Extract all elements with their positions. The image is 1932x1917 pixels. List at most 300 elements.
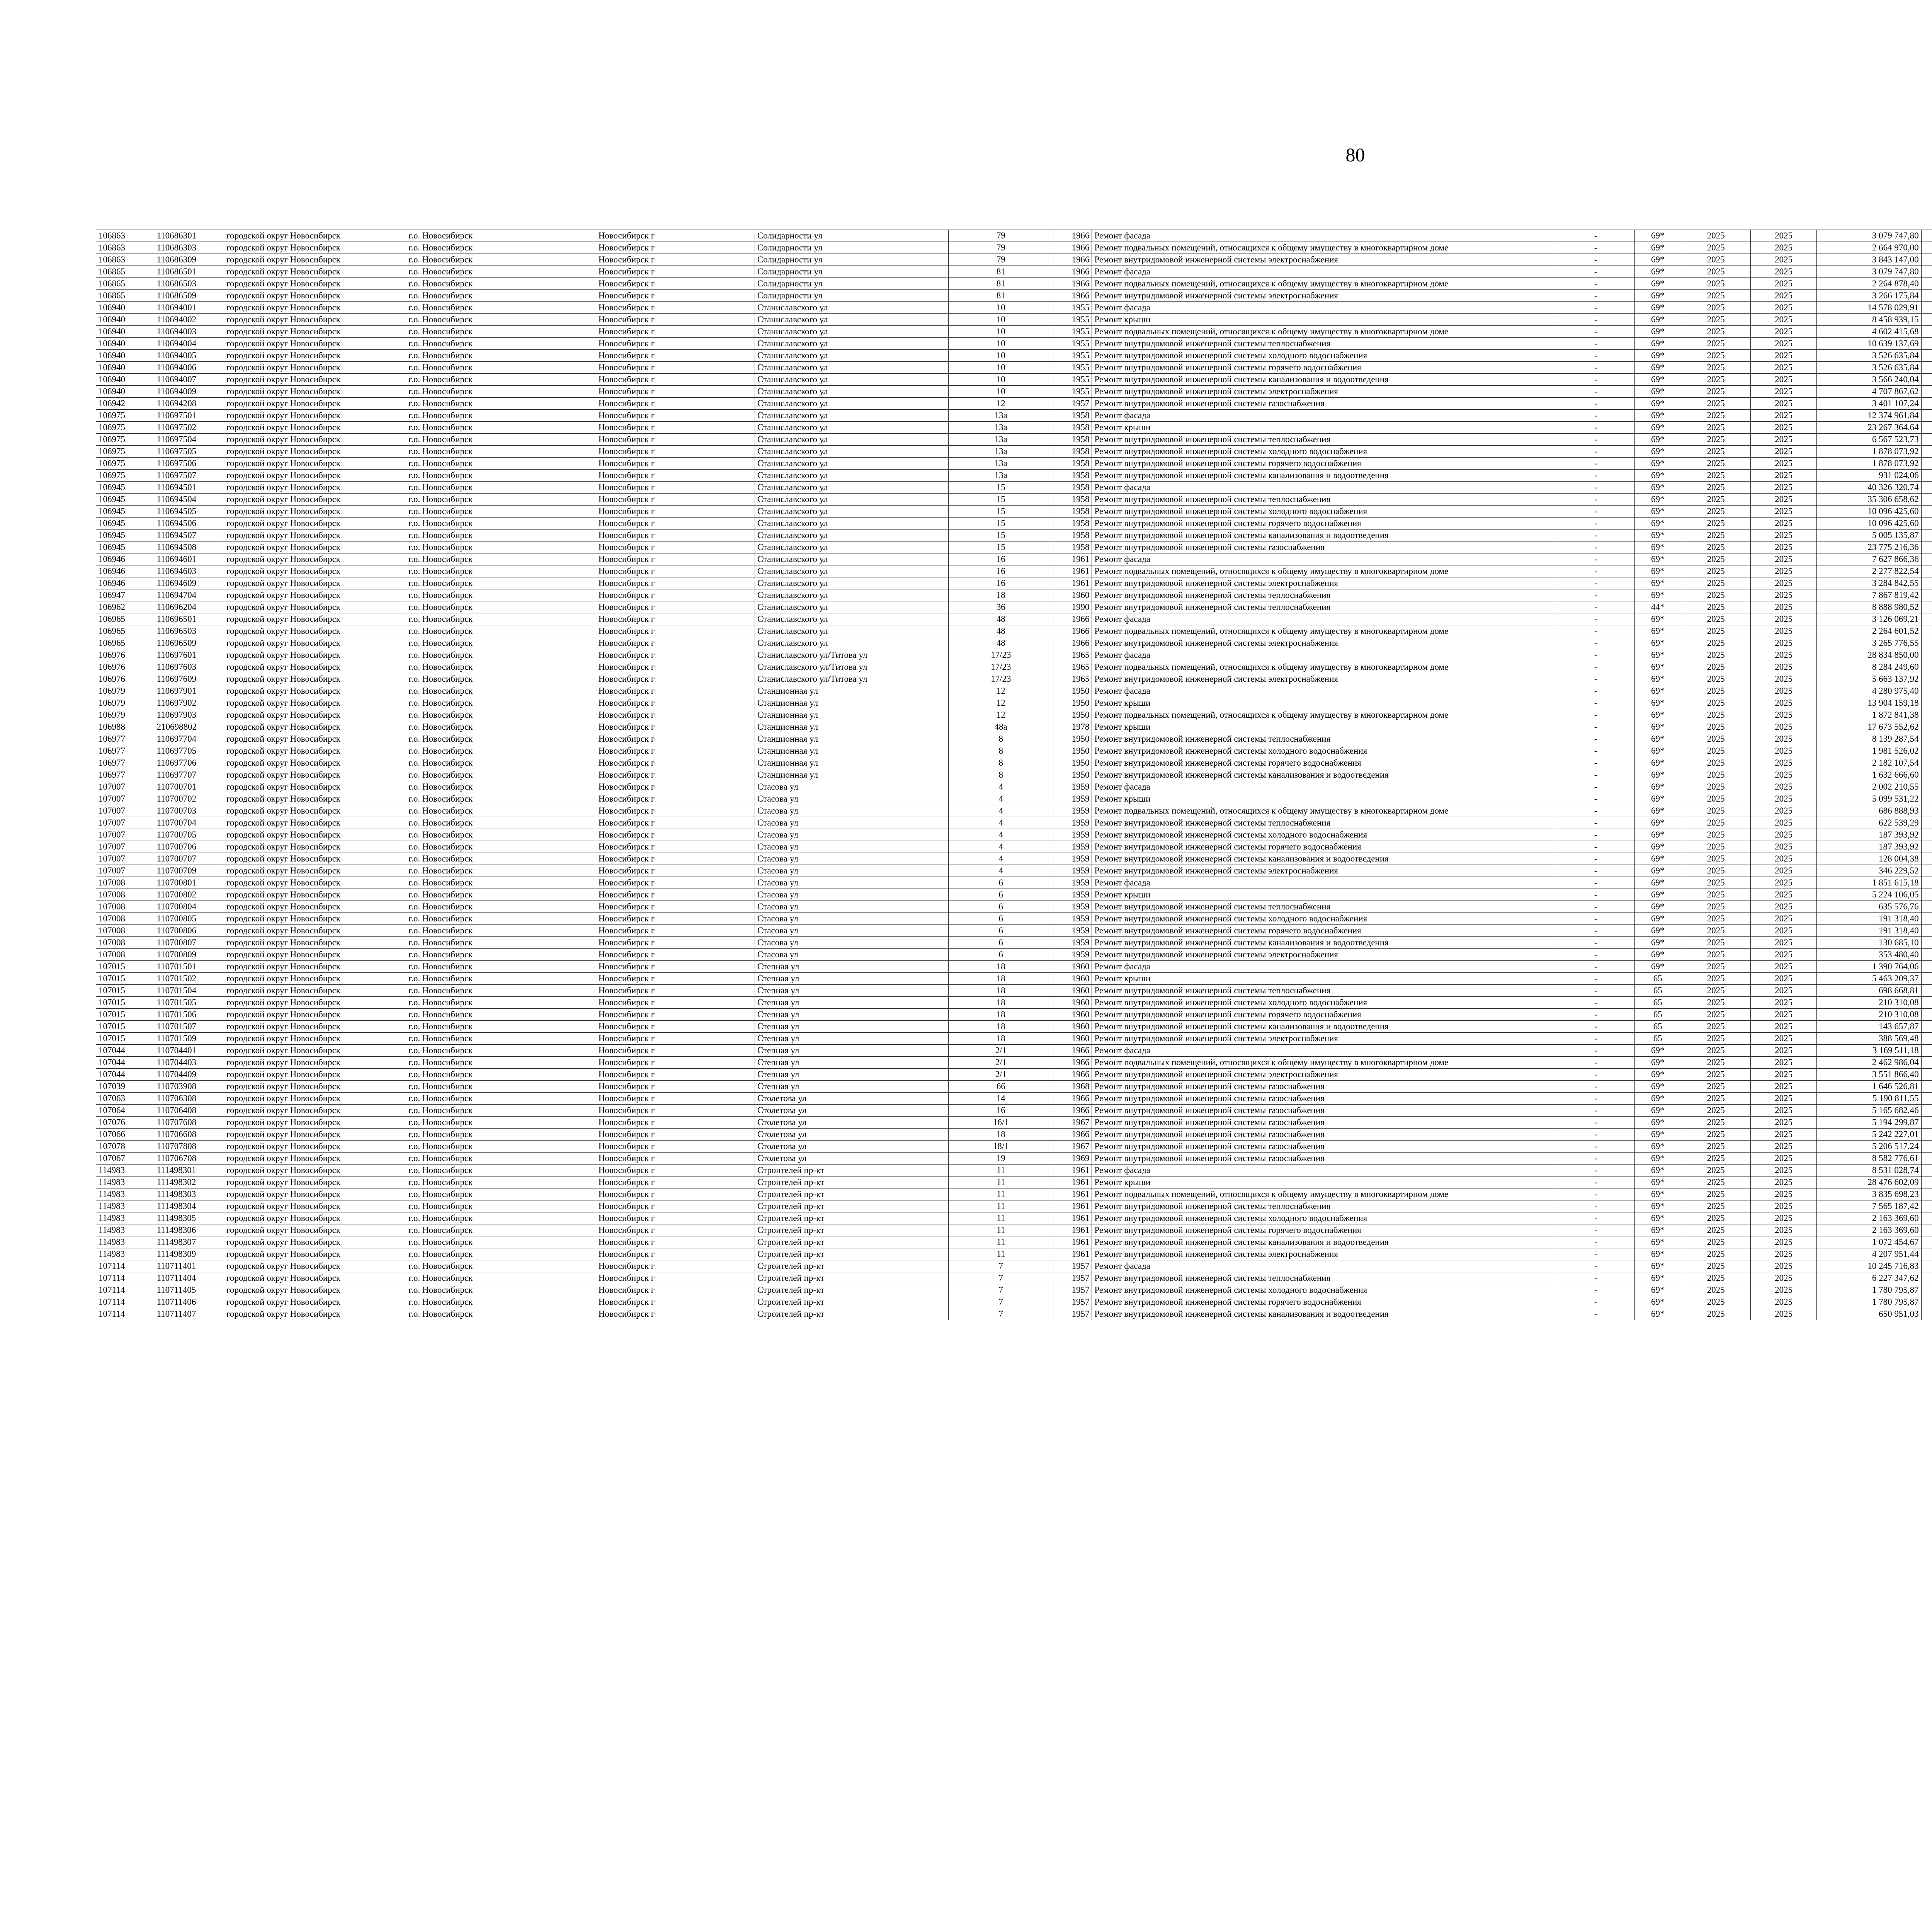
cell-plan-year-end: 2025 (1751, 553, 1816, 565)
cell-municipal-unit: г.о. Новосибирск (406, 841, 596, 853)
cell-item-code: 110700805 (154, 913, 224, 925)
cell-work-type: Ремонт внутридомовой инженерной системы горячего водоснабжения (1092, 1296, 1557, 1308)
cell-plan-year-start: 2025 (1681, 757, 1751, 769)
table-row (96, 1188, 1932, 1200)
cell-plan-year-end: 2025 (1751, 1284, 1816, 1296)
cell-total-cost: 3 079 747,80 (1816, 266, 1921, 278)
cell-plan-year-end: 2025 (1751, 697, 1816, 709)
cell-wear-percent: 69* (1634, 541, 1681, 553)
cell-municipal-unit: г.о. Новосибирск (406, 685, 596, 697)
cell-street: Степная ул (755, 973, 948, 985)
table-row (96, 841, 1932, 853)
cell-house-id: 107015 (96, 1021, 154, 1033)
cell-work-type: Ремонт фасада (1092, 482, 1557, 494)
cell-house-id: 106865 (96, 290, 154, 302)
cell-fund-cost (1921, 649, 1932, 661)
table-row (96, 326, 1932, 338)
cell-work-note: - (1557, 781, 1634, 793)
cell-locality: Новосибирск г (596, 1141, 755, 1153)
table-row (96, 889, 1932, 901)
cell-district: городской округ Новосибирск (224, 302, 406, 314)
cell-house-number: 7 (949, 1308, 1053, 1320)
cell-total-cost: 8 582 776,61 (1816, 1153, 1921, 1165)
cell-total-cost: 346 229,52 (1816, 865, 1921, 877)
cell-item-code: 110704401 (154, 1045, 224, 1057)
cell-locality: Новосибирск г (596, 422, 755, 434)
cell-build-year: 1960 (1053, 1033, 1092, 1045)
cell-district: городской округ Новосибирск (224, 553, 406, 565)
cell-street: Станиславского ул (755, 410, 948, 422)
cell-street: Столетова ул (755, 1153, 948, 1165)
cell-item-code: 111498301 (154, 1165, 224, 1176)
cell-build-year: 1955 (1053, 374, 1092, 386)
cell-total-cost: 40 326 320,74 (1816, 482, 1921, 494)
cell-municipal-unit: г.о. Новосибирск (406, 985, 596, 997)
cell-plan-year-end: 2025 (1751, 625, 1816, 637)
cell-locality: Новосибирск г (596, 362, 755, 374)
cell-item-code: 110704409 (154, 1069, 224, 1081)
table-row (96, 565, 1932, 577)
cell-wear-percent: 44* (1634, 601, 1681, 613)
cell-item-code: 111498304 (154, 1200, 224, 1212)
cell-fund-cost (1921, 374, 1932, 386)
table-row (96, 1069, 1932, 1081)
cell-work-note: - (1557, 805, 1634, 817)
cell-locality: Новосибирск г (596, 901, 755, 913)
cell-total-cost: 3 835 698,23 (1816, 1188, 1921, 1200)
cell-municipal-unit: г.о. Новосибирск (406, 422, 596, 434)
cell-build-year: 1959 (1053, 793, 1092, 805)
cell-work-type: Ремонт фасада (1092, 961, 1557, 973)
cell-work-note: - (1557, 529, 1634, 541)
cell-plan-year-end: 2025 (1751, 1188, 1816, 1200)
cell-fund-cost (1921, 278, 1932, 290)
cell-plan-year-start: 2025 (1681, 937, 1751, 949)
cell-build-year: 1958 (1053, 434, 1092, 446)
cell-build-year: 1959 (1053, 913, 1092, 925)
cell-work-type: Ремонт фасада (1092, 685, 1557, 697)
cell-locality: Новосибирск г (596, 1260, 755, 1272)
cell-locality: Новосибирск г (596, 518, 755, 529)
cell-build-year: 1958 (1053, 494, 1092, 506)
cell-house-number: 12 (949, 685, 1053, 697)
cell-wear-percent: 65 (1634, 973, 1681, 985)
cell-total-cost: 2 163 369,60 (1816, 1212, 1921, 1224)
cell-street: Строителей пр-кт (755, 1200, 948, 1212)
cell-locality: Новосибирск г (596, 1296, 755, 1308)
cell-district: городской округ Новосибирск (224, 1260, 406, 1272)
table-row (96, 470, 1932, 482)
cell-work-type: Ремонт внутридомовой инженерной системы канализования и водоотведения (1092, 769, 1557, 781)
cell-fund-cost (1921, 685, 1932, 697)
cell-fund-cost (1921, 913, 1932, 925)
cell-wear-percent: 69* (1634, 254, 1681, 266)
cell-plan-year-start: 2025 (1681, 230, 1751, 242)
cell-plan-year-start: 2025 (1681, 1236, 1751, 1248)
cell-build-year: 1966 (1053, 613, 1092, 625)
cell-fund-cost (1921, 973, 1932, 985)
cell-district: городской округ Новосибирск (224, 817, 406, 829)
cell-municipal-unit: г.о. Новосибирск (406, 290, 596, 302)
cell-locality: Новосибирск г (596, 529, 755, 541)
cell-plan-year-start: 2025 (1681, 649, 1751, 661)
table-row (96, 374, 1932, 386)
cell-item-code: 110694208 (154, 398, 224, 410)
cell-house-id: 107007 (96, 829, 154, 841)
cell-plan-year-end: 2025 (1751, 673, 1816, 685)
cell-total-cost: 5 463 209,37 (1816, 973, 1921, 985)
cell-plan-year-end: 2025 (1751, 781, 1816, 793)
cell-plan-year-start: 2025 (1681, 254, 1751, 266)
cell-plan-year-start: 2025 (1681, 506, 1751, 518)
cell-wear-percent: 69* (1634, 949, 1681, 961)
cell-work-type: Ремонт фасада (1092, 613, 1557, 625)
cell-locality: Новосибирск г (596, 326, 755, 338)
cell-locality: Новосибирск г (596, 350, 755, 362)
cell-work-note: - (1557, 889, 1634, 901)
cell-district: городской округ Новосибирск (224, 589, 406, 601)
table-row (96, 937, 1932, 949)
cell-item-code: 110701504 (154, 985, 224, 997)
table-row (96, 398, 1932, 410)
cell-total-cost: 698 668,81 (1816, 985, 1921, 997)
cell-plan-year-end: 2025 (1751, 230, 1816, 242)
cell-street: Станиславского ул (755, 601, 948, 613)
cell-work-type: Ремонт внутридомовой инженерной системы канализования и водоотведения (1092, 1021, 1557, 1033)
cell-plan-year-start: 2025 (1681, 1117, 1751, 1129)
cell-fund-cost (1921, 326, 1932, 338)
cell-locality: Новосибирск г (596, 769, 755, 781)
cell-house-number: 11 (949, 1212, 1053, 1224)
cell-locality: Новосибирск г (596, 446, 755, 458)
cell-work-note: - (1557, 1296, 1634, 1308)
cell-wear-percent: 69* (1634, 661, 1681, 673)
cell-work-note: - (1557, 757, 1634, 769)
cell-plan-year-end: 2025 (1751, 1236, 1816, 1248)
cell-house-number: 15 (949, 482, 1053, 494)
cell-street: Строителей пр-кт (755, 1236, 948, 1248)
cell-fund-cost (1921, 1236, 1932, 1248)
cell-build-year: 1955 (1053, 338, 1092, 350)
cell-plan-year-end: 2025 (1751, 817, 1816, 829)
cell-work-type: Ремонт подвальных помещений, относящихся к общему имуществу в многоквартирном доме (1092, 565, 1557, 577)
cell-item-code: 110711404 (154, 1272, 224, 1284)
cell-wear-percent: 69* (1634, 338, 1681, 350)
cell-fund-cost (1921, 661, 1932, 673)
cell-item-code: 110703908 (154, 1081, 224, 1093)
cell-total-cost: 3 266 175,84 (1816, 290, 1921, 302)
table-row (96, 242, 1932, 254)
cell-item-code: 210698802 (154, 721, 224, 733)
table-row (96, 434, 1932, 446)
cell-item-code: 111498309 (154, 1248, 224, 1260)
cell-locality: Новосибирск г (596, 733, 755, 745)
cell-municipal-unit: г.о. Новосибирск (406, 721, 596, 733)
cell-build-year: 1961 (1053, 1176, 1092, 1188)
cell-district: городской округ Новосибирск (224, 1165, 406, 1176)
cell-house-number: 10 (949, 362, 1053, 374)
cell-plan-year-start: 2025 (1681, 949, 1751, 961)
cell-plan-year-end: 2025 (1751, 997, 1816, 1009)
cell-district: городской округ Новосибирск (224, 565, 406, 577)
cell-house-number: 6 (949, 913, 1053, 925)
cell-district: городской округ Новосибирск (224, 925, 406, 937)
cell-total-cost: 1 646 526,81 (1816, 1081, 1921, 1093)
cell-municipal-unit: г.о. Новосибирск (406, 601, 596, 613)
cell-wear-percent: 69* (1634, 757, 1681, 769)
cell-municipal-unit: г.о. Новосибирск (406, 1033, 596, 1045)
cell-locality: Новосибирск г (596, 458, 755, 470)
cell-house-number: 10 (949, 338, 1053, 350)
cell-work-type: Ремонт крыши (1092, 721, 1557, 733)
cell-street: Стасова ул (755, 937, 948, 949)
cell-house-number: 13а (949, 458, 1053, 470)
cell-plan-year-start: 2025 (1681, 242, 1751, 254)
cell-house-id: 106988 (96, 721, 154, 733)
cell-municipal-unit: г.о. Новосибирск (406, 1141, 596, 1153)
cell-item-code: 110701501 (154, 961, 224, 973)
cell-plan-year-end: 2025 (1751, 733, 1816, 745)
table-row (96, 745, 1932, 757)
cell-locality: Новосибирск г (596, 374, 755, 386)
cell-work-note: - (1557, 326, 1634, 338)
cell-street: Станиславского ул (755, 374, 948, 386)
cell-municipal-unit: г.о. Новосибирск (406, 1224, 596, 1236)
cell-item-code: 110700806 (154, 925, 224, 937)
cell-wear-percent: 69* (1634, 1200, 1681, 1212)
cell-municipal-unit: г.о. Новосибирск (406, 1176, 596, 1188)
cell-plan-year-end: 2025 (1751, 589, 1816, 601)
cell-total-cost: 8 531 028,74 (1816, 1165, 1921, 1176)
cell-wear-percent: 69* (1634, 230, 1681, 242)
cell-house-id: 107008 (96, 901, 154, 913)
cell-total-cost: 7 565 187,42 (1816, 1200, 1921, 1212)
cell-total-cost: 3 401 107,24 (1816, 398, 1921, 410)
cell-build-year: 1966 (1053, 1105, 1092, 1117)
cell-municipal-unit: г.о. Новосибирск (406, 266, 596, 278)
cell-item-code: 110686503 (154, 278, 224, 290)
cell-item-code: 110694007 (154, 374, 224, 386)
cell-total-cost: 2 264 601,52 (1816, 625, 1921, 637)
cell-work-type: Ремонт подвальных помещений, относящихся к общему имуществу в многоквартирном доме (1092, 805, 1557, 817)
cell-house-id: 106863 (96, 242, 154, 254)
cell-municipal-unit: г.о. Новосибирск (406, 1284, 596, 1296)
cell-build-year: 1966 (1053, 1129, 1092, 1141)
cell-total-cost: 1 780 795,87 (1816, 1296, 1921, 1308)
cell-total-cost: 6 567 523,73 (1816, 434, 1921, 446)
cell-wear-percent: 69* (1634, 913, 1681, 925)
cell-plan-year-start: 2025 (1681, 913, 1751, 925)
cell-build-year: 1961 (1053, 1236, 1092, 1248)
cell-plan-year-end: 2025 (1751, 925, 1816, 937)
cell-locality: Новосибирск г (596, 805, 755, 817)
cell-district: городской округ Новосибирск (224, 1105, 406, 1117)
cell-house-number: 4 (949, 805, 1053, 817)
cell-locality: Новосибирск г (596, 865, 755, 877)
cell-house-number: 18 (949, 961, 1053, 973)
cell-plan-year-start: 2025 (1681, 733, 1751, 745)
cell-street: Степная ул (755, 961, 948, 973)
cell-house-number: 18/1 (949, 1141, 1053, 1153)
cell-total-cost: 3 526 635,84 (1816, 350, 1921, 362)
cell-item-code: 110697603 (154, 661, 224, 673)
cell-plan-year-start: 2025 (1681, 577, 1751, 589)
cell-item-code: 110697705 (154, 745, 224, 757)
cell-item-code: 110700809 (154, 949, 224, 961)
cell-plan-year-start: 2025 (1681, 709, 1751, 721)
cell-total-cost: 8 284 249,60 (1816, 661, 1921, 673)
cell-locality: Новосибирск г (596, 565, 755, 577)
cell-total-cost: 3 265 776,55 (1816, 637, 1921, 649)
cell-fund-cost (1921, 613, 1932, 625)
cell-locality: Новосибирск г (596, 1093, 755, 1105)
cell-street: Строителей пр-кт (755, 1248, 948, 1260)
cell-plan-year-end: 2025 (1751, 1224, 1816, 1236)
cell-house-number: 10 (949, 314, 1053, 326)
cell-plan-year-start: 2025 (1681, 302, 1751, 314)
cell-build-year: 1959 (1053, 901, 1092, 913)
cell-street: Стасова ул (755, 877, 948, 889)
cell-house-number: 2/1 (949, 1057, 1053, 1069)
cell-wear-percent: 69* (1634, 1224, 1681, 1236)
cell-item-code: 110700701 (154, 781, 224, 793)
cell-plan-year-end: 2025 (1751, 793, 1816, 805)
cell-work-note: - (1557, 877, 1634, 889)
cell-work-note: - (1557, 745, 1634, 757)
cell-work-note: - (1557, 1188, 1634, 1200)
cell-fund-cost (1921, 757, 1932, 769)
cell-house-id: 106965 (96, 637, 154, 649)
cell-plan-year-start: 2025 (1681, 1009, 1751, 1021)
cell-locality: Новосибирск г (596, 709, 755, 721)
cell-street: Степная ул (755, 997, 948, 1009)
cell-municipal-unit: г.о. Новосибирск (406, 793, 596, 805)
cell-house-id: 106975 (96, 446, 154, 458)
cell-district: городской округ Новосибирск (224, 793, 406, 805)
cell-house-number: 6 (949, 901, 1053, 913)
cell-total-cost: 353 480,40 (1816, 949, 1921, 961)
cell-build-year: 1961 (1053, 1188, 1092, 1200)
table-row (96, 1224, 1932, 1236)
cell-plan-year-end: 2025 (1751, 314, 1816, 326)
cell-house-number: 12 (949, 398, 1053, 410)
cell-locality: Новосибирск г (596, 470, 755, 482)
cell-work-note: - (1557, 350, 1634, 362)
cell-work-type: Ремонт фасада (1092, 877, 1557, 889)
cell-plan-year-end: 2025 (1751, 577, 1816, 589)
cell-plan-year-end: 2025 (1751, 494, 1816, 506)
cell-plan-year-end: 2025 (1751, 565, 1816, 577)
table-row (96, 410, 1932, 422)
cell-build-year: 1960 (1053, 985, 1092, 997)
cell-fund-cost (1921, 793, 1932, 805)
cell-build-year: 1959 (1053, 853, 1092, 865)
cell-total-cost: 187 393,92 (1816, 841, 1921, 853)
table-row (96, 733, 1932, 745)
cell-work-note: - (1557, 865, 1634, 877)
cell-work-type: Ремонт внутридомовой инженерной системы холодного водоснабжения (1092, 997, 1557, 1009)
cell-locality: Новосибирск г (596, 577, 755, 589)
cell-total-cost: 23 775 216,36 (1816, 541, 1921, 553)
cell-municipal-unit: г.о. Новосибирск (406, 913, 596, 925)
cell-work-type: Ремонт внутридомовой инженерной системы электроснабжения (1092, 254, 1557, 266)
cell-work-note: - (1557, 1212, 1634, 1224)
cell-plan-year-end: 2025 (1751, 1165, 1816, 1176)
cell-district: городской округ Новосибирск (224, 1129, 406, 1141)
cell-municipal-unit: г.о. Новосибирск (406, 565, 596, 577)
cell-municipal-unit: г.о. Новосибирск (406, 278, 596, 290)
cell-street: Станиславского ул (755, 553, 948, 565)
cell-house-number: 10 (949, 386, 1053, 398)
cell-build-year: 1958 (1053, 446, 1092, 458)
cell-work-type: Ремонт внутридомовой инженерной системы холодного водоснабжения (1092, 745, 1557, 757)
cell-district: городской округ Новосибирск (224, 1188, 406, 1200)
cell-house-id: 107007 (96, 853, 154, 865)
cell-locality: Новосибирск г (596, 685, 755, 697)
cell-work-note: - (1557, 925, 1634, 937)
cell-street: Строителей пр-кт (755, 1176, 948, 1188)
cell-locality: Новосибирск г (596, 290, 755, 302)
cell-municipal-unit: г.о. Новосибирск (406, 1129, 596, 1141)
cell-plan-year-end: 2025 (1751, 242, 1816, 254)
cell-fund-cost (1921, 709, 1932, 721)
cell-house-number: 4 (949, 781, 1053, 793)
cell-wear-percent: 69* (1634, 1057, 1681, 1069)
cell-work-note: - (1557, 733, 1634, 745)
cell-work-note: - (1557, 1045, 1634, 1057)
cell-wear-percent: 69* (1634, 434, 1681, 446)
cell-build-year: 1950 (1053, 685, 1092, 697)
cell-build-year: 1966 (1053, 242, 1092, 254)
cell-total-cost: 5 663 137,92 (1816, 673, 1921, 685)
cell-street: Станиславского ул (755, 565, 948, 577)
cell-district: городской округ Новосибирск (224, 1176, 406, 1188)
cell-work-note: - (1557, 1236, 1634, 1248)
table-row (96, 913, 1932, 925)
cell-build-year: 1961 (1053, 1248, 1092, 1260)
cell-house-id: 107008 (96, 925, 154, 937)
cell-municipal-unit: г.о. Новосибирск (406, 613, 596, 625)
cell-work-type: Ремонт внутридомовой инженерной системы канализования и водоотведения (1092, 470, 1557, 482)
cell-district: городской округ Новосибирск (224, 745, 406, 757)
cell-plan-year-end: 2025 (1751, 649, 1816, 661)
cell-street: Станиславского ул (755, 398, 948, 410)
cell-item-code: 110707808 (154, 1141, 224, 1153)
cell-work-type: Ремонт внутридомовой инженерной системы холодного водоснабжения (1092, 1212, 1557, 1224)
cell-wear-percent: 69* (1634, 721, 1681, 733)
cell-fund-cost (1921, 1009, 1932, 1021)
cell-build-year: 1960 (1053, 961, 1092, 973)
table-row (96, 1009, 1932, 1021)
cell-plan-year-end: 2025 (1751, 949, 1816, 961)
cell-house-id: 106946 (96, 553, 154, 565)
cell-fund-cost (1921, 1153, 1932, 1165)
cell-plan-year-end: 2025 (1751, 518, 1816, 529)
cell-wear-percent: 69* (1634, 1093, 1681, 1105)
cell-plan-year-end: 2025 (1751, 1069, 1816, 1081)
cell-item-code: 110697706 (154, 757, 224, 769)
cell-fund-cost (1921, 697, 1932, 709)
cell-total-cost: 622 539,29 (1816, 817, 1921, 829)
cell-plan-year-start: 2025 (1681, 1200, 1751, 1212)
cell-item-code: 110711405 (154, 1284, 224, 1296)
cell-plan-year-end: 2025 (1751, 913, 1816, 925)
cell-work-note: - (1557, 398, 1634, 410)
cell-wear-percent: 69* (1634, 1081, 1681, 1093)
cell-item-code: 110697506 (154, 458, 224, 470)
cell-item-code: 110700706 (154, 841, 224, 853)
table-row (96, 781, 1932, 793)
